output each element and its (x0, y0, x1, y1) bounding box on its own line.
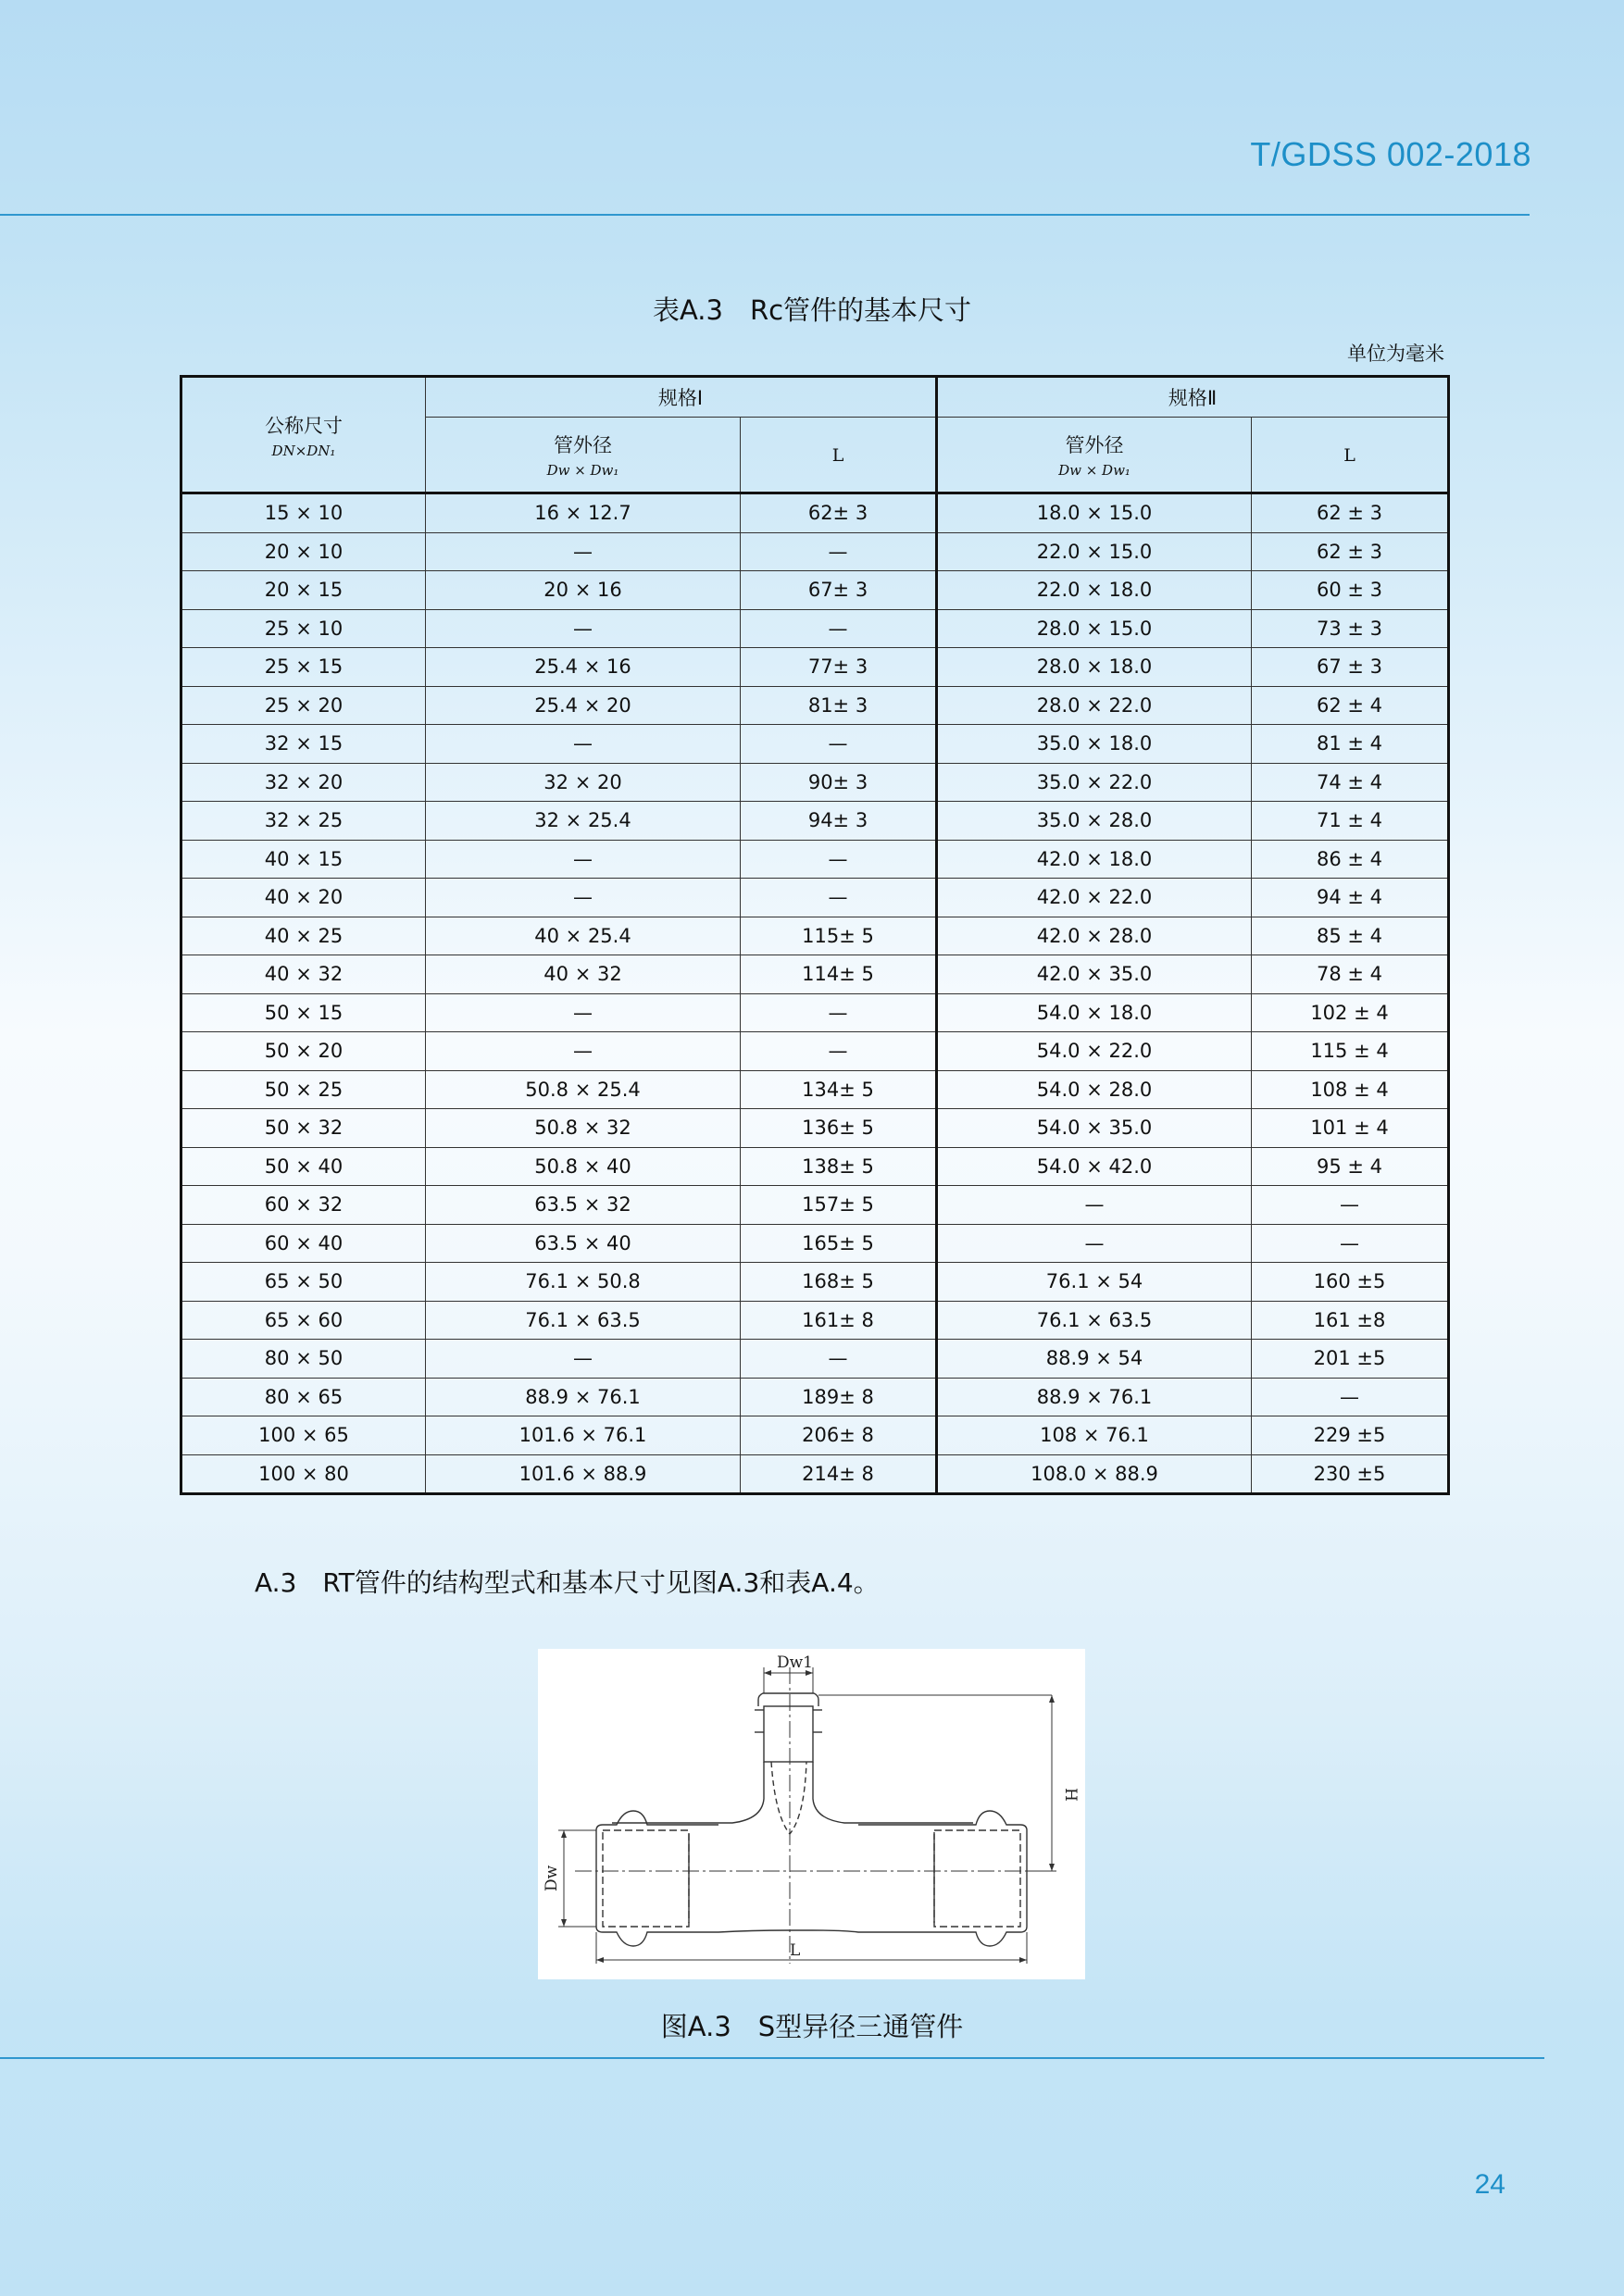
cell-od-2: 88.9 × 76.1 (937, 1378, 1252, 1416)
cell-l-1: — (741, 1340, 937, 1379)
reducing-tee-figure (538, 1649, 1085, 1979)
cell-l-1: — (741, 993, 937, 1032)
cell-od-1: 50.8 × 25.4 (426, 1070, 741, 1109)
dim-label-dw: Dw (543, 1865, 561, 1891)
cell-l-1: 168± 5 (741, 1263, 937, 1302)
table-row (181, 1263, 1449, 1302)
cell-l-2: 229 ±5 (1252, 1416, 1449, 1455)
cell-nominal: 25 × 10 (181, 609, 426, 648)
cell-od-2: 28.0 × 18.0 (937, 648, 1252, 687)
cell-od-1: 63.5 × 32 (426, 1186, 741, 1225)
section-a3-text: A.3 RT管件的结构型式和基本尺寸见图A.3和表A.4。 (255, 1567, 880, 1598)
cell-od-1: 101.6 × 76.1 (426, 1416, 741, 1455)
cell-l-2: 115 ± 4 (1252, 1032, 1449, 1071)
cell-l-2: 108 ± 4 (1252, 1070, 1449, 1109)
cell-l-1: 134± 5 (741, 1070, 937, 1109)
cell-l-1: 115± 5 (741, 917, 937, 955)
table-row (181, 802, 1449, 841)
cell-od-2: 28.0 × 15.0 (937, 609, 1252, 648)
cell-od-1: — (426, 993, 741, 1032)
cell-nominal: 60 × 40 (181, 1224, 426, 1263)
cell-l-1: 136± 5 (741, 1109, 937, 1148)
table-row (181, 1032, 1449, 1071)
cell-l-1: — (741, 1032, 937, 1071)
cell-nominal: 50 × 32 (181, 1109, 426, 1148)
header-od-2: 管外径 Dw × Dw₁ (937, 418, 1252, 493)
cell-od-1: — (426, 725, 741, 764)
cell-l-1: 214± 8 (741, 1454, 937, 1494)
page-number: 24 (1474, 2169, 1505, 2200)
cell-l-2: 74 ± 4 (1252, 763, 1449, 802)
cell-nominal: 15 × 10 (181, 493, 426, 533)
cell-nominal: 25 × 20 (181, 686, 426, 725)
header-l-2: L (1252, 418, 1449, 493)
cell-nominal: 50 × 20 (181, 1032, 426, 1071)
cell-nominal: 50 × 25 (181, 1070, 426, 1109)
table-body (181, 493, 1449, 1494)
cell-od-2: 54.0 × 28.0 (937, 1070, 1252, 1109)
cell-od-2: 42.0 × 18.0 (937, 840, 1252, 879)
cell-od-1: 16 × 12.7 (426, 493, 741, 533)
cell-l-1: 94± 3 (741, 802, 937, 841)
table-row (181, 1224, 1449, 1263)
footer-rule (0, 2057, 1544, 2059)
cell-od-1: — (426, 1340, 741, 1379)
cell-od-1: 20 × 16 (426, 571, 741, 610)
cell-l-2: 94 ± 4 (1252, 879, 1449, 917)
cell-od-2: 35.0 × 22.0 (937, 763, 1252, 802)
cell-od-2: 35.0 × 28.0 (937, 802, 1252, 841)
cell-od-1: 25.4 × 16 (426, 648, 741, 687)
cell-nominal: 32 × 15 (181, 725, 426, 764)
table-row (181, 879, 1449, 917)
cell-l-1: 67± 3 (741, 571, 937, 610)
cell-od-2: 42.0 × 35.0 (937, 955, 1252, 994)
table-row (181, 1416, 1449, 1455)
cell-l-1: 161± 8 (741, 1301, 937, 1340)
cell-l-1: — (741, 609, 937, 648)
cell-l-1: 157± 5 (741, 1186, 937, 1225)
cell-nominal: 32 × 20 (181, 763, 426, 802)
cell-l-2: 201 ±5 (1252, 1340, 1449, 1379)
table-row (181, 686, 1449, 725)
cell-l-1: 114± 5 (741, 955, 937, 994)
cell-od-1: 32 × 20 (426, 763, 741, 802)
cell-od-1: 40 × 25.4 (426, 917, 741, 955)
table-row (181, 955, 1449, 994)
cell-od-2: 42.0 × 22.0 (937, 879, 1252, 917)
cell-od-2: 76.1 × 54 (937, 1263, 1252, 1302)
cell-l-2: 62 ± 3 (1252, 493, 1449, 533)
cell-l-1: 189± 8 (741, 1378, 937, 1416)
table-row (181, 648, 1449, 687)
cell-l-2: 60 ± 3 (1252, 571, 1449, 610)
cell-od-1: 101.6 × 88.9 (426, 1454, 741, 1494)
cell-l-1: 138± 5 (741, 1147, 937, 1186)
cell-nominal: 40 × 32 (181, 955, 426, 994)
table-row (181, 1147, 1449, 1186)
dim-label-h: H (1061, 1788, 1080, 1802)
table-row (181, 1340, 1449, 1379)
dimensions-table (180, 375, 1450, 1495)
table-row (181, 1454, 1449, 1494)
cell-nominal: 25 × 15 (181, 648, 426, 687)
table-row (181, 1070, 1449, 1109)
cell-nominal: 40 × 15 (181, 840, 426, 879)
table-row (181, 725, 1449, 764)
cell-nominal: 50 × 15 (181, 993, 426, 1032)
header-spec-2: 规格Ⅱ (937, 377, 1449, 418)
dim-label-dw1: Dw1 (777, 1653, 813, 1672)
cell-od-2: 76.1 × 63.5 (937, 1301, 1252, 1340)
table-title: 表A.3 Rc管件的基本尺寸 (652, 294, 972, 326)
cell-od-2: 35.0 × 18.0 (937, 725, 1252, 764)
cell-od-2: 108.0 × 88.9 (937, 1454, 1252, 1494)
table-row (181, 1186, 1449, 1225)
cell-od-1: 32 × 25.4 (426, 802, 741, 841)
cell-l-2: 67 ± 3 (1252, 648, 1449, 687)
header-l-1: L (741, 418, 937, 493)
cell-l-2: 160 ±5 (1252, 1263, 1449, 1302)
cell-nominal: 50 × 40 (181, 1147, 426, 1186)
cell-l-2: 161 ±8 (1252, 1301, 1449, 1340)
cell-nominal: 100 × 65 (181, 1416, 426, 1455)
cell-l-1: 62± 3 (741, 493, 937, 533)
table-row (181, 763, 1449, 802)
cell-nominal: 80 × 50 (181, 1340, 426, 1379)
header-spec-1: 规格Ⅰ (426, 377, 937, 418)
cell-l-2: 101 ± 4 (1252, 1109, 1449, 1148)
cell-od-2: 88.9 × 54 (937, 1340, 1252, 1379)
cell-od-1: 40 × 32 (426, 955, 741, 994)
cell-l-1: 165± 5 (741, 1224, 937, 1263)
cell-l-1: 77± 3 (741, 648, 937, 687)
cell-od-1: — (426, 609, 741, 648)
table-row (181, 993, 1449, 1032)
cell-od-2: 54.0 × 18.0 (937, 993, 1252, 1032)
cell-nominal: 20 × 15 (181, 571, 426, 610)
cell-od-2: 54.0 × 22.0 (937, 1032, 1252, 1071)
reducing-tee-drawing (538, 1649, 1085, 1979)
cell-nominal: 40 × 25 (181, 917, 426, 955)
cell-od-1: 63.5 × 40 (426, 1224, 741, 1263)
table-row (181, 840, 1449, 879)
cell-od-2: 22.0 × 15.0 (937, 532, 1252, 571)
table-row (181, 1378, 1449, 1416)
cell-od-1: — (426, 532, 741, 571)
table-row (181, 609, 1449, 648)
cell-l-1: — (741, 725, 937, 764)
unit-note: 单位为毫米 (1347, 343, 1444, 365)
cell-l-2: 102 ± 4 (1252, 993, 1449, 1032)
table-row (181, 532, 1449, 571)
cell-od-2: 18.0 × 15.0 (937, 493, 1252, 533)
cell-l-2: 71 ± 4 (1252, 802, 1449, 841)
cell-l-1: 90± 3 (741, 763, 937, 802)
cell-od-2: 22.0 × 18.0 (937, 571, 1252, 610)
cell-od-2: 54.0 × 35.0 (937, 1109, 1252, 1148)
table-row (181, 917, 1449, 955)
cell-l-2: 73 ± 3 (1252, 609, 1449, 648)
table-row (181, 571, 1449, 610)
cell-l-2: — (1252, 1186, 1449, 1225)
cell-od-1: — (426, 1032, 741, 1071)
cell-nominal: 40 × 20 (181, 879, 426, 917)
cell-nominal: 65 × 60 (181, 1301, 426, 1340)
cell-l-1: 206± 8 (741, 1416, 937, 1455)
cell-nominal: 60 × 32 (181, 1186, 426, 1225)
cell-l-2: 81 ± 4 (1252, 725, 1449, 764)
document-id: T/GDSS 002-2018 (1250, 135, 1531, 173)
dim-label-l: L (790, 1941, 801, 1960)
cell-l-2: 95 ± 4 (1252, 1147, 1449, 1186)
cell-od-2: 54.0 × 42.0 (937, 1147, 1252, 1186)
table-row (181, 1301, 1449, 1340)
cell-od-1: 50.8 × 40 (426, 1147, 741, 1186)
cell-l-2: — (1252, 1378, 1449, 1416)
table-row (181, 1109, 1449, 1148)
cell-od-1: — (426, 879, 741, 917)
header-nominal: 公称尺寸 DN×DN₁ (181, 377, 426, 493)
cell-l-2: 230 ±5 (1252, 1454, 1449, 1494)
table-row (181, 493, 1449, 533)
cell-od-2: 108 × 76.1 (937, 1416, 1252, 1455)
cell-l-1: — (741, 879, 937, 917)
cell-od-1: 25.4 × 20 (426, 686, 741, 725)
cell-l-2: 78 ± 4 (1252, 955, 1449, 994)
cell-l-2: — (1252, 1224, 1449, 1263)
cell-nominal: 80 × 65 (181, 1378, 426, 1416)
cell-od-2: 28.0 × 22.0 (937, 686, 1252, 725)
header-rule (0, 214, 1530, 216)
cell-l-2: 86 ± 4 (1252, 840, 1449, 879)
figure-caption: 图A.3 S型异径三通管件 (660, 2011, 964, 2042)
cell-l-1: — (741, 840, 937, 879)
cell-od-1: 76.1 × 63.5 (426, 1301, 741, 1340)
cell-nominal: 100 × 80 (181, 1454, 426, 1494)
cell-l-1: 81± 3 (741, 686, 937, 725)
cell-l-2: 62 ± 3 (1252, 532, 1449, 571)
cell-nominal: 65 × 50 (181, 1263, 426, 1302)
header-od-1: 管外径 Dw × Dw₁ (426, 418, 741, 493)
cell-od-2: 42.0 × 28.0 (937, 917, 1252, 955)
cell-l-1: — (741, 532, 937, 571)
cell-l-2: 62 ± 4 (1252, 686, 1449, 725)
cell-od-2: — (937, 1186, 1252, 1225)
cell-nominal: 32 × 25 (181, 802, 426, 841)
cell-l-2: 85 ± 4 (1252, 917, 1449, 955)
cell-od-1: 88.9 × 76.1 (426, 1378, 741, 1416)
cell-nominal: 20 × 10 (181, 532, 426, 571)
cell-od-1: 76.1 × 50.8 (426, 1263, 741, 1302)
cell-od-1: — (426, 840, 741, 879)
cell-od-1: 50.8 × 32 (426, 1109, 741, 1148)
cell-od-2: — (937, 1224, 1252, 1263)
